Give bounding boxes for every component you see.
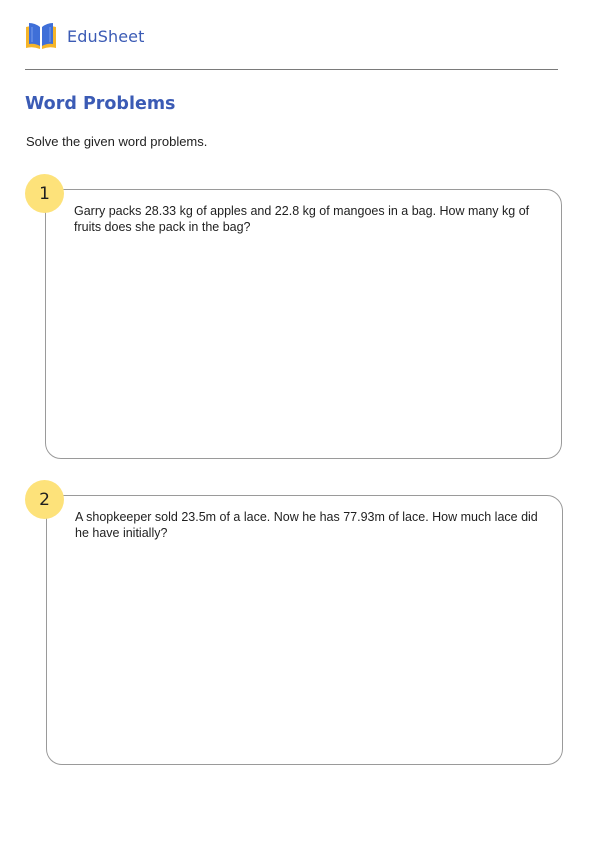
- question-number-2: 2: [25, 480, 64, 519]
- question-text-2: A shopkeeper sold 23.5m of a lace. Now he has 77.93m of lace. How much lace did he have initially?: [75, 510, 538, 540]
- question-box-2: [46, 495, 563, 765]
- question-number-1: 1: [25, 174, 64, 213]
- page-title: Word Problems: [25, 94, 176, 114]
- header-divider: [25, 69, 558, 70]
- question-box-1: [45, 189, 562, 459]
- open-book-icon: [25, 21, 57, 51]
- header: [25, 20, 144, 52]
- instructions: Solve the given word problems.: [26, 134, 208, 149]
- question-text-1: Garry packs 28.33 kg of apples and 22.8 kg of mangoes in a bag. How many kg of fruits does she pack in the bag?: [74, 204, 530, 234]
- brand-name: EduSheet: [67, 26, 145, 46]
